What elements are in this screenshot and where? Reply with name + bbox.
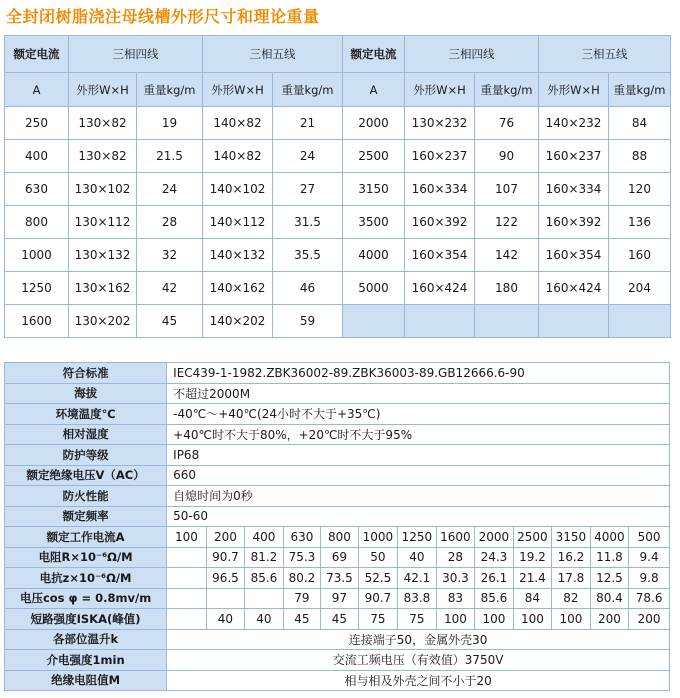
header-dims: 外形W×H	[539, 73, 609, 107]
header-five-wire: 三相五线	[203, 36, 343, 73]
short-circuit-row-value: 75	[398, 609, 437, 630]
cell-w4: 90	[475, 140, 539, 173]
spec-value: 交流工频电压（有效值）3750V	[167, 650, 670, 671]
short-circuit-row-label: 短路强度ISKA(峰值)	[5, 609, 167, 630]
current-row-value: 2000	[475, 527, 514, 548]
table-row	[5, 140, 671, 173]
short-circuit-row-value: 100	[552, 609, 591, 630]
cell-d5: 160×334	[539, 173, 609, 206]
cell-d5: 160×392	[539, 206, 609, 239]
cell-w5: 21	[273, 107, 343, 140]
reactance-row	[5, 568, 670, 589]
resistance-row-value: 50	[358, 547, 398, 568]
spec-value: IEC439-1-1982.ZBK36002-89.ZBK36003-89.GB12666.6-90	[167, 363, 670, 384]
voltage-row-value	[245, 588, 284, 609]
voltage-row-value: 83.8	[398, 588, 437, 609]
cell-w4: 21.5	[137, 140, 203, 173]
unit-current: A	[343, 73, 405, 107]
table-row	[5, 107, 671, 140]
reactance-row-value: 42.1	[398, 568, 437, 589]
cell-d4: 130×82	[69, 140, 137, 173]
spec-label: 额定频率	[5, 506, 167, 527]
table-row	[5, 305, 671, 338]
cell-a: 3500	[343, 206, 405, 239]
short-circuit-row-value: 200	[590, 609, 629, 630]
cell-d4: 160×237	[405, 140, 475, 173]
cell-d5: 140×162	[203, 272, 273, 305]
spec-value: -40℃～+40℃(24小时不大于+35℃)	[167, 404, 670, 425]
current-row-value: 3150	[552, 527, 591, 548]
spec-label: 海拔	[5, 383, 167, 404]
size-table-body	[5, 107, 671, 338]
current-row-value: 400	[245, 527, 284, 548]
cell-d4: 160×354	[405, 239, 475, 272]
spec-row	[5, 445, 670, 466]
header-weight: 重量kg/m	[137, 73, 203, 107]
cell-d4: 160×334	[405, 173, 475, 206]
reactance-row-value: 30.3	[436, 568, 475, 589]
resistance-row-value: 90.7	[206, 547, 245, 568]
cell-d5: 160×237	[539, 140, 609, 173]
voltage-row-value: 90.7	[358, 588, 398, 609]
short-circuit-row-value: 40	[245, 609, 284, 630]
resistance-row-value: 28	[436, 547, 475, 568]
cell-w4: 180	[475, 272, 539, 305]
cell-w4: 24	[137, 173, 203, 206]
resistance-row-value	[167, 547, 207, 568]
header-current: 额定电流	[343, 36, 405, 73]
cell-a: 1250	[5, 272, 69, 305]
cell-w4: 42	[137, 272, 203, 305]
cell-w5: 204	[609, 272, 671, 305]
cell-a: 630	[5, 173, 69, 206]
cell-w5: 160	[609, 239, 671, 272]
empty-cell	[405, 305, 475, 338]
cell-d5: 160×424	[539, 272, 609, 305]
table-row	[5, 206, 671, 239]
current-row-value: 1600	[436, 527, 475, 548]
short-circuit-row-value: 40	[206, 609, 245, 630]
short-circuit-row-value: 75	[358, 609, 398, 630]
table-row	[5, 239, 671, 272]
spec-row	[5, 383, 670, 404]
resistance-row-value: 9.4	[629, 547, 670, 568]
voltage-row-value: 83	[436, 588, 475, 609]
resistance-row-value: 40	[398, 547, 437, 568]
reactance-row-value: 9.8	[629, 568, 670, 589]
cell-d4: 130×162	[69, 272, 137, 305]
cell-d4: 130×232	[405, 107, 475, 140]
cell-w5: 136	[609, 206, 671, 239]
table-row	[5, 272, 671, 305]
spec-label: 各部位温升k	[5, 629, 167, 650]
voltage-row-value: 82	[552, 588, 591, 609]
current-row-value: 200	[206, 527, 245, 548]
cell-a: 250	[5, 107, 69, 140]
spec-row	[5, 486, 670, 507]
spec-value: 连接端子50，金属外壳30	[167, 629, 670, 650]
short-circuit-row-value: 45	[321, 609, 359, 630]
cell-a: 800	[5, 206, 69, 239]
current-row-value: 630	[283, 527, 321, 548]
cell-a: 4000	[343, 239, 405, 272]
cell-d5: 160×354	[539, 239, 609, 272]
cell-a: 3150	[343, 173, 405, 206]
voltage-row-value: 84	[513, 588, 552, 609]
resistance-row-value: 11.8	[590, 547, 629, 568]
spec-row	[5, 650, 670, 671]
cell-w5: 27	[273, 173, 343, 206]
cell-w5: 35.5	[273, 239, 343, 272]
cell-w4: 142	[475, 239, 539, 272]
cell-d5: 140×82	[203, 140, 273, 173]
cell-d5: 140×112	[203, 206, 273, 239]
cell-w4: 28	[137, 206, 203, 239]
cell-w4: 76	[475, 107, 539, 140]
cell-w4: 45	[137, 305, 203, 338]
reactance-row-value	[167, 568, 207, 589]
cell-d4: 130×102	[69, 173, 137, 206]
cell-w5: 88	[609, 140, 671, 173]
cell-w5: 84	[609, 107, 671, 140]
cell-a: 400	[5, 140, 69, 173]
spec-table-body	[5, 363, 670, 691]
empty-cell	[609, 305, 671, 338]
cell-d5: 140×102	[203, 173, 273, 206]
cell-d5: 140×232	[539, 107, 609, 140]
size-header-row-2	[5, 73, 671, 107]
short-circuit-row-value: 45	[283, 609, 321, 630]
short-circuit-row-value: 100	[475, 609, 514, 630]
resistance-row-label: 电阻R×10⁻⁶Ω/M	[5, 547, 167, 568]
voltage-row-value: 97	[321, 588, 359, 609]
resistance-row-value: 75.3	[283, 547, 321, 568]
cell-d4: 130×132	[69, 239, 137, 272]
cell-w4: 32	[137, 239, 203, 272]
current-row-value: 4000	[590, 527, 629, 548]
cell-a: 5000	[343, 272, 405, 305]
current-row-label: 额定工作电流A	[5, 527, 167, 548]
reactance-row-value: 80.2	[283, 568, 321, 589]
resistance-row-value: 24.3	[475, 547, 514, 568]
voltage-row-value: 85.6	[475, 588, 514, 609]
spec-value: 50-60	[167, 506, 670, 527]
resistance-row-value: 16.2	[552, 547, 591, 568]
resistance-row	[5, 547, 670, 568]
spec-label: 绝缘电阻值M	[5, 670, 167, 691]
cell-w4: 107	[475, 173, 539, 206]
size-weight-table	[4, 35, 671, 338]
spec-value: IP68	[167, 445, 670, 466]
empty-cell	[475, 305, 539, 338]
spec-value: 自熄时间为0秒	[167, 486, 670, 507]
short-circuit-row	[5, 609, 670, 630]
spec-label: 相对湿度	[5, 424, 167, 445]
header-dims: 外形W×H	[405, 73, 475, 107]
spec-label: 符合标准	[5, 363, 167, 384]
spec-value: 不超过2000M	[167, 383, 670, 404]
cell-w5: 120	[609, 173, 671, 206]
reactance-row-value: 96.5	[206, 568, 245, 589]
spec-label: 防护等级	[5, 445, 167, 466]
short-circuit-row-value: 100	[513, 609, 552, 630]
header-weight: 重量kg/m	[475, 73, 539, 107]
cell-a: 2000	[343, 107, 405, 140]
empty-cell	[343, 305, 405, 338]
cell-a: 1600	[5, 305, 69, 338]
reactance-row-value: 26.1	[475, 568, 514, 589]
spec-value: 相与相及外壳之间不小于20	[167, 670, 670, 691]
voltage-row-value: 79	[283, 588, 321, 609]
voltage-row	[5, 588, 670, 609]
spec-table	[4, 362, 670, 691]
cell-a: 1000	[5, 239, 69, 272]
empty-cell	[539, 305, 609, 338]
cell-d4: 160×424	[405, 272, 475, 305]
cell-d4: 130×202	[69, 305, 137, 338]
reactance-row-value: 12.5	[590, 568, 629, 589]
cell-w5: 59	[273, 305, 343, 338]
voltage-row-value	[167, 588, 207, 609]
reactance-row-value: 52.5	[358, 568, 398, 589]
current-row-value: 800	[321, 527, 359, 548]
cell-w5: 31.5	[273, 206, 343, 239]
resistance-row-value: 69	[321, 547, 359, 568]
spec-value: +40℃时不大于80%，+20℃时不大于95%	[167, 424, 670, 445]
resistance-row-value: 81.2	[245, 547, 284, 568]
header-weight: 重量kg/m	[609, 73, 671, 107]
header-four-wire: 三相四线	[405, 36, 539, 73]
reactance-row-value: 17.8	[552, 568, 591, 589]
cell-w4: 122	[475, 206, 539, 239]
page-title: 全封闭树脂浇注母线槽外形尺寸和理论重量	[6, 7, 320, 26]
spec-label: 介电强度1min	[5, 650, 167, 671]
header-current: 额定电流	[5, 36, 69, 73]
cell-w5: 46	[273, 272, 343, 305]
cell-d4: 130×82	[69, 107, 137, 140]
current-row-value: 2500	[513, 527, 552, 548]
current-row-value: 1250	[398, 527, 437, 548]
cell-d5: 140×82	[203, 107, 273, 140]
short-circuit-row-value	[167, 609, 207, 630]
spec-label: 环境温度℃	[5, 404, 167, 425]
reactance-row-label: 电抗z×10⁻⁶Ω/M	[5, 568, 167, 589]
short-circuit-row-value: 100	[436, 609, 475, 630]
header-four-wire: 三相四线	[69, 36, 203, 73]
cell-a: 2500	[343, 140, 405, 173]
spec-row	[5, 363, 670, 384]
voltage-row-value	[206, 588, 245, 609]
spec-row	[5, 404, 670, 425]
spec-label: 防火性能	[5, 486, 167, 507]
spec-row	[5, 670, 670, 691]
spec-value: 660	[167, 465, 670, 486]
header-five-wire: 三相五线	[539, 36, 671, 73]
short-circuit-row-value: 200	[629, 609, 670, 630]
header-dims: 外形W×H	[203, 73, 273, 107]
header-weight: 重量kg/m	[273, 73, 343, 107]
reactance-row-value: 73.5	[321, 568, 359, 589]
current-row-value: 1000	[358, 527, 398, 548]
cell-d4: 160×392	[405, 206, 475, 239]
resistance-row-value: 19.2	[513, 547, 552, 568]
spec-row	[5, 424, 670, 445]
cell-d4: 130×112	[69, 206, 137, 239]
reactance-row-value: 85.6	[245, 568, 284, 589]
unit-current: A	[5, 73, 69, 107]
voltage-row-value: 78.6	[629, 588, 670, 609]
voltage-row-value: 80.4	[590, 588, 629, 609]
spec-row	[5, 465, 670, 486]
size-header-row-1	[5, 36, 671, 73]
header-dims: 外形W×H	[69, 73, 137, 107]
current-row-value: 100	[167, 527, 207, 548]
spec-row	[5, 629, 670, 650]
reactance-row-value: 21.4	[513, 568, 552, 589]
cell-d5: 140×202	[203, 305, 273, 338]
current-row	[5, 527, 670, 548]
spec-row	[5, 506, 670, 527]
cell-w4: 19	[137, 107, 203, 140]
voltage-row-label: 电压cos φ = 0.8mv/m	[5, 588, 167, 609]
spec-label: 额定绝缘电压V（AC）	[5, 465, 167, 486]
cell-d5: 140×132	[203, 239, 273, 272]
cell-w5: 24	[273, 140, 343, 173]
table-row	[5, 173, 671, 206]
current-row-value: 500	[629, 527, 670, 548]
